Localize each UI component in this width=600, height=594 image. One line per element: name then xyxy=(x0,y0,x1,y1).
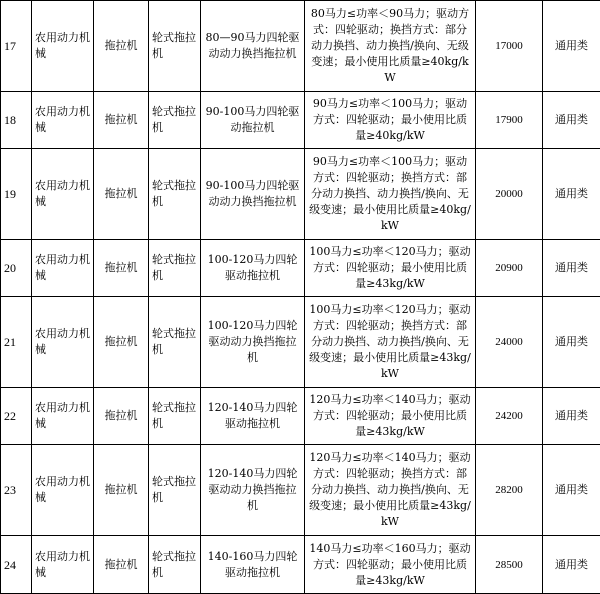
spec-description-cell: 90马力≤功率＜100马力；驱动方式：四轮驱动；最小使用比质量≥40kg/kW xyxy=(305,92,476,149)
spec-description-cell: 140马力≤功率＜160马力；驱动方式：四轮驱动；最小使用比质量≥43kg/kW xyxy=(305,536,476,594)
subcategory-cell: 拖拉机 xyxy=(94,1,149,92)
classification-cell: 通用类 xyxy=(543,240,600,297)
table-row xyxy=(1,240,600,297)
classification-cell: 通用类 xyxy=(543,297,600,388)
subsidy-amount-cell: 24200 xyxy=(476,388,543,445)
item-name-cell: 100-120马力四轮驱动动力换挡拖拉机 xyxy=(201,297,305,388)
subcategory-cell: 拖拉机 xyxy=(94,297,149,388)
item-name-cell: 80—90马力四轮驱动动力换挡拖拉机 xyxy=(201,1,305,92)
subcategory-cell: 拖拉机 xyxy=(94,240,149,297)
table-body xyxy=(1,1,600,594)
subcategory-cell: 拖拉机 xyxy=(94,388,149,445)
item-name-cell: 90-100马力四轮驱动拖拉机 xyxy=(201,92,305,149)
subcategory-cell: 拖拉机 xyxy=(94,149,149,240)
classification-cell: 通用类 xyxy=(543,388,600,445)
category-cell: 农用动力机械 xyxy=(32,297,94,388)
spec-description-cell: 120马力≤功率＜140马力；驱动方式：四轮驱动；换挡方式：部分动力换挡、动力换挡/换向、无级变速；最小使用比质量≥43kg/kW xyxy=(305,445,476,536)
row-number: 24 xyxy=(1,536,32,594)
type-cell: 轮式拖拉机 xyxy=(149,445,201,536)
spec-description-cell: 100马力≤功率＜120马力；驱动方式：四轮驱动；换挡方式：部分动力换挡、动力换挡/换向、无级变速；最小使用比质量≥43kg/kW xyxy=(305,297,476,388)
type-cell: 轮式拖拉机 xyxy=(149,536,201,594)
subsidy-amount-cell: 20900 xyxy=(476,240,543,297)
spec-description-cell: 100马力≤功率＜120马力；驱动方式：四轮驱动；最小使用比质量≥43kg/kW xyxy=(305,240,476,297)
row-number: 21 xyxy=(1,297,32,388)
category-cell: 农用动力机械 xyxy=(32,149,94,240)
category-cell: 农用动力机械 xyxy=(32,388,94,445)
classification-cell: 通用类 xyxy=(543,445,600,536)
category-cell: 农用动力机械 xyxy=(32,1,94,92)
row-number: 18 xyxy=(1,92,32,149)
item-name-cell: 100-120马力四轮驱动拖拉机 xyxy=(201,240,305,297)
row-number: 19 xyxy=(1,149,32,240)
type-cell: 轮式拖拉机 xyxy=(149,297,201,388)
category-cell: 农用动力机械 xyxy=(32,240,94,297)
subsidy-amount-cell: 20000 xyxy=(476,149,543,240)
item-name-cell: 120-140马力四轮驱动拖拉机 xyxy=(201,388,305,445)
subcategory-cell: 拖拉机 xyxy=(94,536,149,594)
type-cell: 轮式拖拉机 xyxy=(149,1,201,92)
spec-description-cell: 90马力≤功率＜100马力；驱动方式：四轮驱动；换挡方式：部分动力换挡、动力换挡/换向、无级变速；最小使用比质量≥40kg/kW xyxy=(305,149,476,240)
table-row xyxy=(1,1,600,92)
category-cell: 农用动力机械 xyxy=(32,92,94,149)
spec-description-cell: 120马力≤功率＜140马力；驱动方式：四轮驱动；最小使用比质量≥43kg/kW xyxy=(305,388,476,445)
type-cell: 轮式拖拉机 xyxy=(149,388,201,445)
type-cell: 轮式拖拉机 xyxy=(149,240,201,297)
item-name-cell: 90-100马力四轮驱动动力换挡拖拉机 xyxy=(201,149,305,240)
row-number: 23 xyxy=(1,445,32,536)
row-number: 22 xyxy=(1,388,32,445)
subcategory-cell: 拖拉机 xyxy=(94,92,149,149)
subsidy-amount-cell: 28500 xyxy=(476,536,543,594)
classification-cell: 通用类 xyxy=(543,536,600,594)
table-row xyxy=(1,149,600,240)
classification-cell: 通用类 xyxy=(543,92,600,149)
table-row xyxy=(1,297,600,388)
row-number: 17 xyxy=(1,1,32,92)
subsidy-amount-cell: 28200 xyxy=(476,445,543,536)
subsidy-amount-cell: 17000 xyxy=(476,1,543,92)
category-cell: 农用动力机械 xyxy=(32,536,94,594)
row-number: 20 xyxy=(1,240,32,297)
table-row xyxy=(1,388,600,445)
classification-cell: 通用类 xyxy=(543,149,600,240)
spec-description-cell: 80马力≤功率＜90马力；驱动方式：四轮驱动；换挡方式：部分动力换挡、动力换挡/换向、无级变速；最小使用比质量≥40kg/kW xyxy=(305,1,476,92)
subsidy-amount-cell: 17900 xyxy=(476,92,543,149)
item-name-cell: 140-160马力四轮驱动拖拉机 xyxy=(201,536,305,594)
type-cell: 轮式拖拉机 xyxy=(149,92,201,149)
table-row xyxy=(1,536,600,594)
classification-cell: 通用类 xyxy=(543,1,600,92)
item-name-cell: 120-140马力四轮驱动动力换挡拖拉机 xyxy=(201,445,305,536)
type-cell: 轮式拖拉机 xyxy=(149,149,201,240)
subsidy-amount-cell: 24000 xyxy=(476,297,543,388)
table-row xyxy=(1,92,600,149)
category-cell: 农用动力机械 xyxy=(32,445,94,536)
table-row xyxy=(1,445,600,536)
subcategory-cell: 拖拉机 xyxy=(94,445,149,536)
